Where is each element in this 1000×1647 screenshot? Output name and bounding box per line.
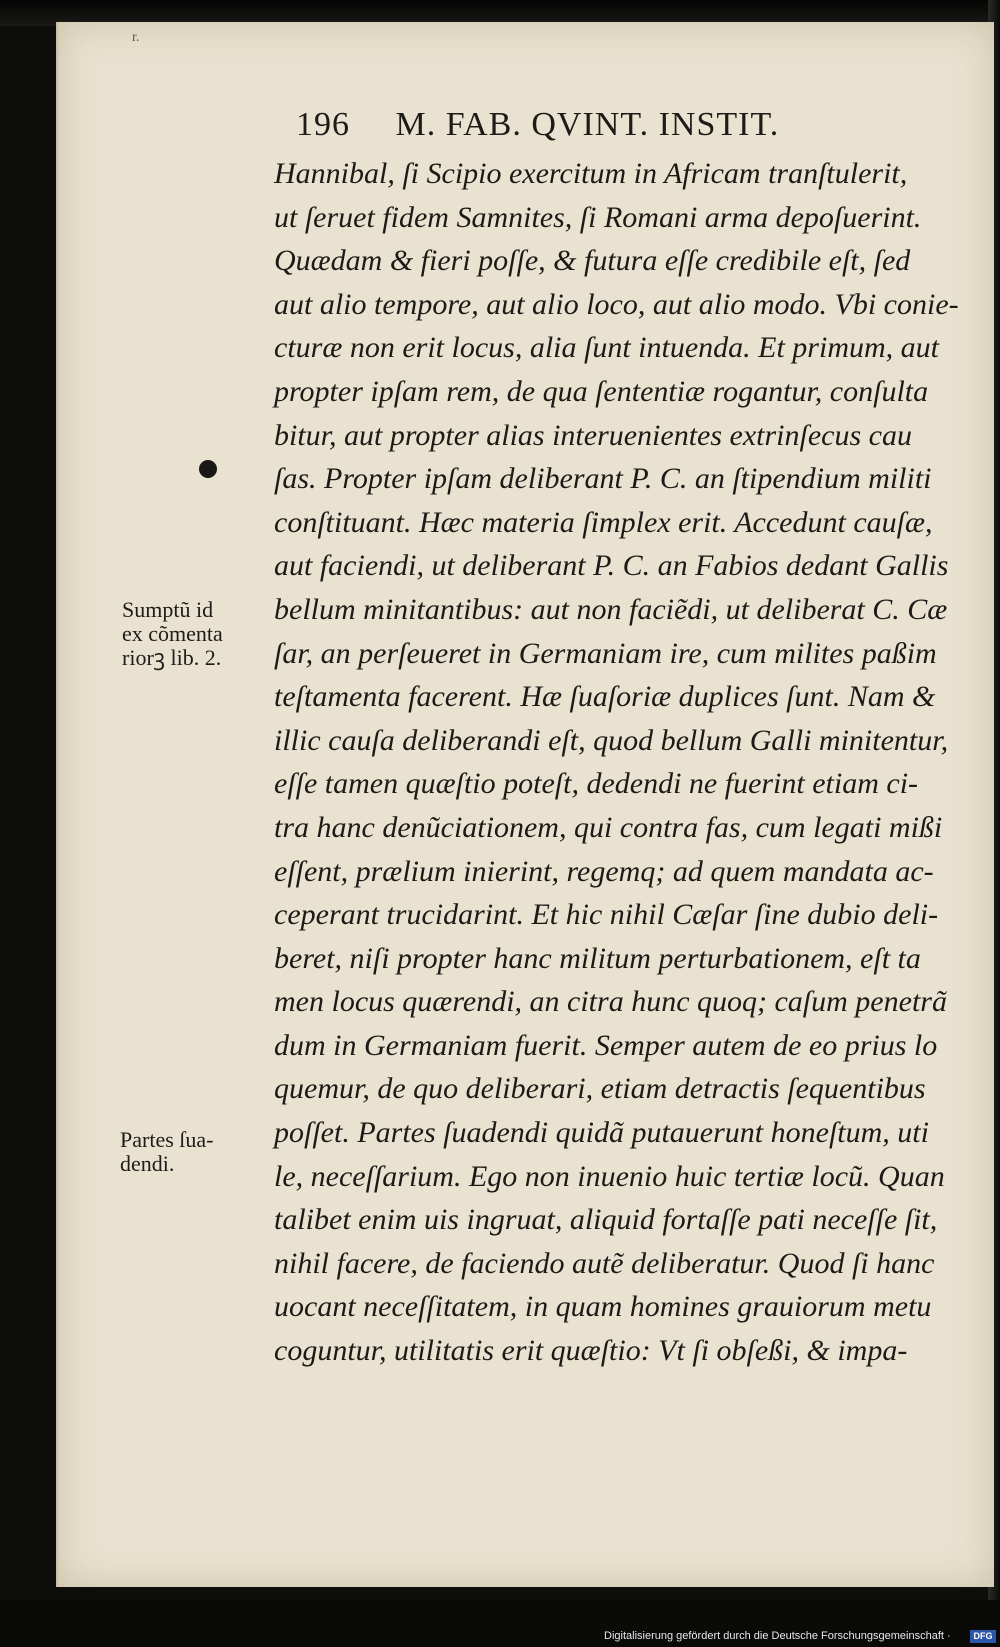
marginal-note-sumptum: [122, 598, 223, 670]
text-line: propter ipſam rem, de qua ſententiæ rogantur, conſulta: [274, 374, 929, 408]
running-title: M. FAB. QVINT. INSTIT.: [395, 106, 780, 143]
text-line: cturæ non erit locus, alia ſunt intuenda. Et primum, aut: [274, 331, 939, 365]
text-line: ceperant trucidarint. Et hic nihil Cæſar ſine dubio deli-: [274, 898, 939, 932]
text-line: illic cauſa deliberandi eſt, quod bellum Galli minitentur,: [274, 723, 949, 757]
text-line: quemur, de quo deliberari, etiam detractis ſequentibus: [274, 1072, 926, 1106]
text-line: eſſent, prælium inierint, regemq; ad quem mandata ac-: [274, 854, 934, 888]
text-line: le, neceſſarium. Ego non inuenio huic tertiæ locũ. Quan: [274, 1159, 945, 1193]
marginal-note-line: riorꝫ lib. 2.: [122, 645, 222, 670]
text-line: bitur, aut propter alias interuenientes extrinſecus cau: [274, 418, 912, 452]
marginal-note-line: Sumptũ id: [122, 597, 214, 622]
text-line: men locus quærendi, an citra hunc quoq; caſum penetrã: [274, 985, 947, 1019]
text-line: uocant neceſſitatem, in quam homines grauiorum metu: [274, 1290, 932, 1324]
text-line: beret, niſi propter hanc militum perturbationem, eſt ta: [274, 941, 921, 975]
text-line: eſſe tamen quæſtio poteſt, dedendi ne fuerint etiam ci-: [274, 767, 919, 801]
text-line: ut ſeruet fidem Samnites, ſi Romani arma depoſuerint.: [274, 200, 922, 234]
text-line: coguntur, utilitatis erit quæſtio: Vt ſi obſeßi, & impa-: [274, 1334, 908, 1368]
page-header: [296, 106, 916, 144]
text-line: nihil facere, de faciendo autẽ deliberatur. Quod ſi hanc: [274, 1246, 935, 1280]
text-line: Hannibal, ſi Scipio exercitum in Africam tranſtulerit,: [274, 157, 908, 190]
text-line: ſas. Propter ipſam deliberant P. C. an ſtipendium militi: [274, 462, 932, 496]
page-number: 196: [296, 106, 350, 143]
text-line: conſtituant. Hæc materia ſimplex erit. Accedunt cauſæ,: [274, 505, 933, 539]
marginal-note-line: dendi.: [120, 1151, 175, 1176]
marginal-note-line: Partes ſua-: [120, 1127, 214, 1152]
text-line: tra hanc denũciationem, qui contra fas, cum legati mißi: [274, 810, 943, 844]
text-line: dum in Germaniam fuerit. Semper autem de eo prius lo: [274, 1028, 938, 1062]
text-line: poſſet. Partes ſuadendi quidã putauerunt honeſtum, uti: [274, 1116, 929, 1150]
marginal-note-partes: [120, 1128, 213, 1176]
corner-mark: r.: [132, 30, 140, 45]
ink-blot: [199, 460, 217, 478]
text-line: aut alio tempore, aut alio loco, aut alio modo. Vbi conie-: [274, 287, 959, 321]
text-line: Quædam & fieri poſſe, & futura eſſe credibile eſt, ſed: [274, 244, 911, 278]
text-line: aut faciendi, ut deliberant P. C. an Fabios dedant Gallis: [274, 549, 949, 583]
dfg-logo-icon: DFG: [970, 1630, 996, 1643]
text-line: teſtamenta facerent. Hæ ſuaſoriæ duplices ſunt. Nam &: [274, 680, 936, 714]
text-line: talibet enim uis ingruat, aliquid fortaſſe pati neceſſe ſit,: [274, 1203, 938, 1237]
digitization-credit: Digitalisierung gefördert durch die Deutsche Forschungsgemeinschaft ·: [604, 1630, 951, 1642]
body-text: [274, 152, 974, 1373]
text-line: ſar, an perſeueret in Germaniam ire, cum milites paßim: [274, 636, 937, 670]
text-line: bellum minitantibus: aut non faciẽdi, ut deliberat C. Cæ: [274, 592, 948, 626]
marginal-note-line: ex cõmenta: [122, 621, 223, 646]
